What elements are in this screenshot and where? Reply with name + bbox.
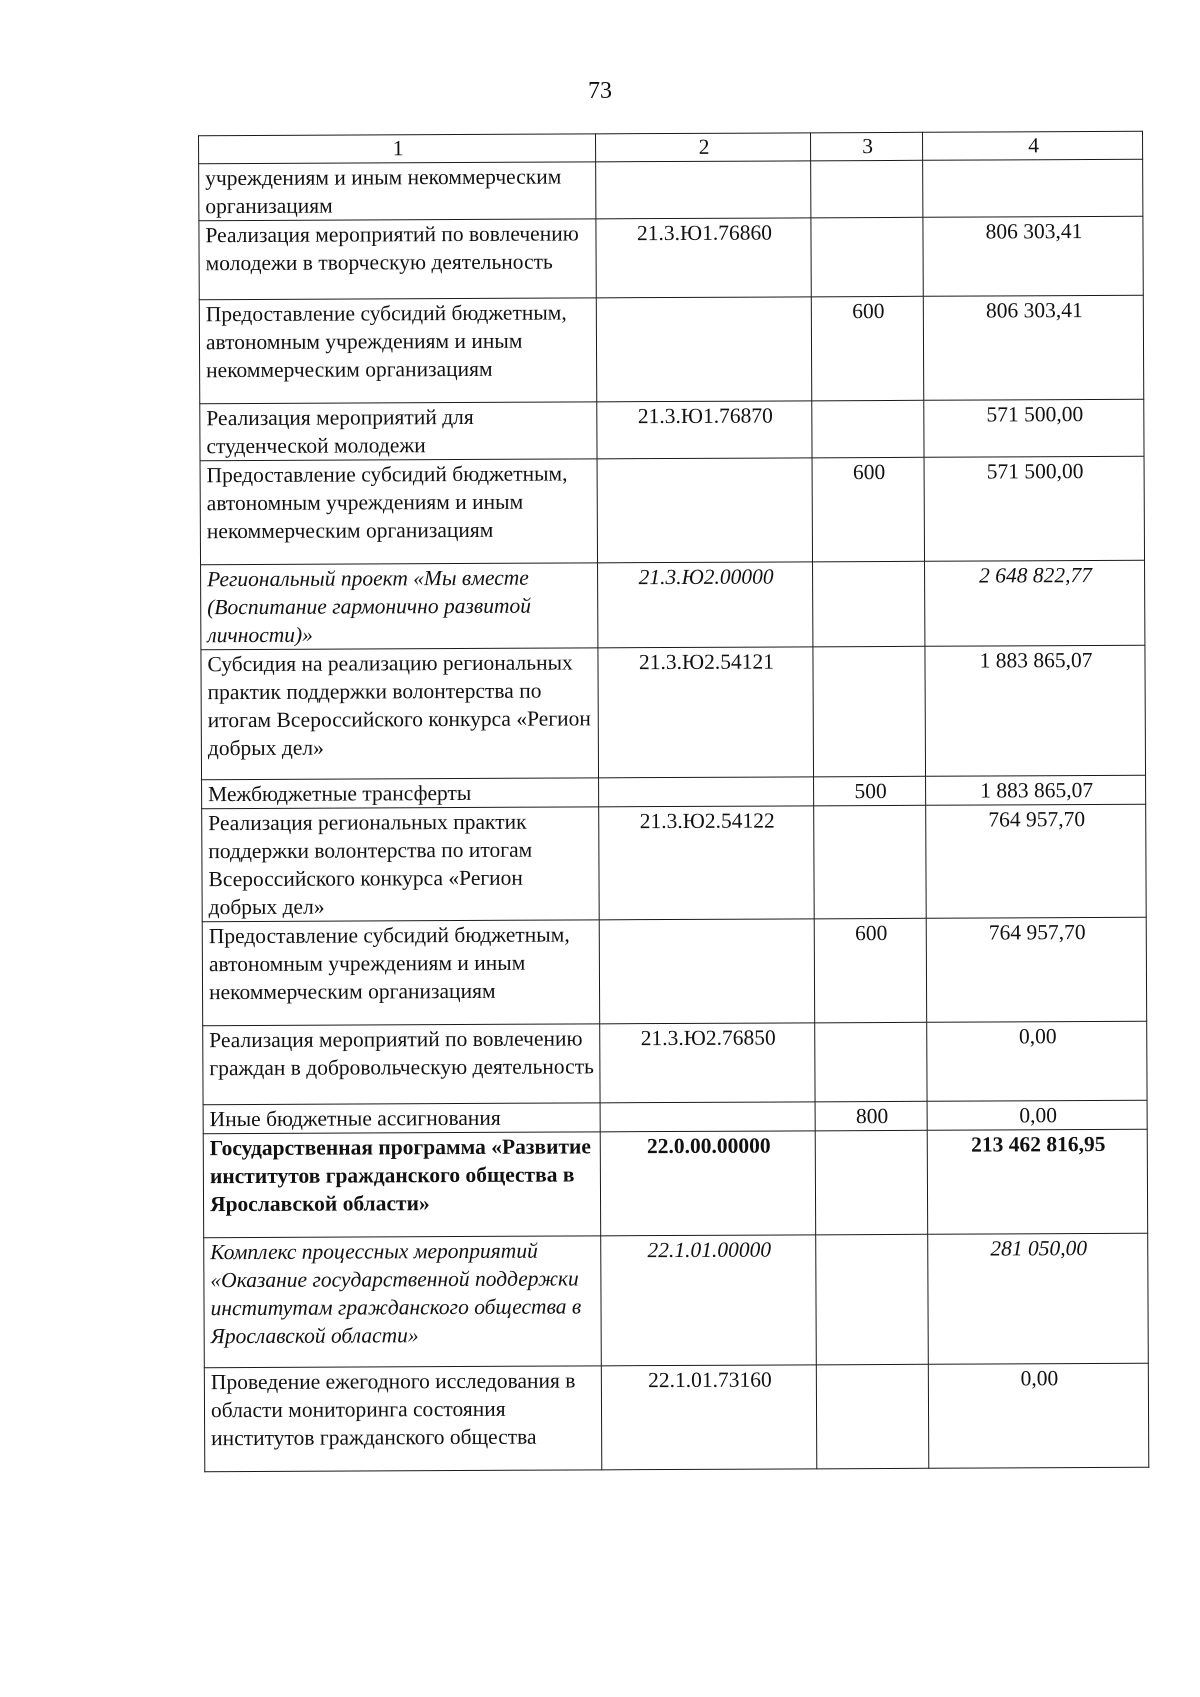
row-name: Предоставление субсидий бюджетным, автономным учреждениям и иным некоммерческим организациям	[202, 920, 599, 1026]
table-row	[203, 1021, 1147, 1104]
row-expense-type	[812, 400, 924, 458]
column-header-2: 2	[596, 133, 811, 162]
row-amount: 764 957,70	[926, 804, 1147, 918]
row-code: 21.3.Ю2.76850	[600, 1023, 815, 1103]
row-amount: 1 883 865,07	[926, 775, 1146, 805]
row-code: 22.1.01.73160	[601, 1365, 816, 1470]
row-expense-type: 600	[811, 296, 923, 401]
row-name: Межбюджетные трансферты	[202, 778, 599, 809]
table-row	[199, 295, 1143, 403]
row-expense-type: 800	[815, 1101, 927, 1131]
row-name: Субсидия на реализацию региональных практик поддержки волонтерства по итогам Всероссийского конкурса «Регион добрых дел»	[201, 648, 599, 780]
row-expense-type	[813, 561, 925, 647]
row-amount: 213 462 816,95	[927, 1129, 1147, 1234]
column-header-1: 1	[199, 134, 596, 164]
row-code	[596, 161, 811, 219]
row-expense-type	[816, 1364, 928, 1469]
row-name: Государственная программа «Развитие институтов гражданского общества в Ярославской области»	[203, 1132, 600, 1238]
row-amount: 0,00	[927, 1021, 1147, 1101]
row-code: 21.3.Ю2.54121	[598, 647, 814, 778]
budget-table	[198, 131, 1149, 1472]
row-amount: 806 303,41	[923, 216, 1143, 296]
table-row	[201, 560, 1145, 649]
row-name: Иные бюджетные ассигнования	[203, 1103, 600, 1134]
table-row	[202, 804, 1147, 921]
table-row	[199, 159, 1143, 220]
row-code	[596, 297, 811, 402]
row-code	[597, 458, 812, 563]
row-amount: 0,00	[928, 1363, 1148, 1468]
row-expense-type: 600	[814, 918, 926, 1023]
table-row	[201, 645, 1146, 779]
row-code: 21.3.Ю1.76860	[596, 218, 811, 298]
table-row	[200, 399, 1144, 460]
table-header-row	[199, 131, 1143, 163]
row-amount	[923, 159, 1143, 217]
table-row	[200, 456, 1144, 564]
table-row	[202, 775, 1146, 808]
row-amount: 281 050,00	[928, 1233, 1149, 1364]
row-code: 22.1.01.00000	[601, 1235, 817, 1366]
row-code: 21.3.Ю1.76870	[597, 401, 812, 459]
row-name: Реализация региональных практик поддержки волонтерства по итогам Всероссийского конкурса «Регион добрых дел»	[202, 807, 600, 922]
row-expense-type	[811, 217, 923, 297]
row-code	[599, 777, 814, 807]
column-header-3: 3	[811, 132, 923, 161]
row-code	[600, 1102, 815, 1132]
row-name: Реализация мероприятий по вовлечению граждан в добровольческую деятельность	[203, 1024, 600, 1105]
row-code	[599, 919, 814, 1024]
row-expense-type	[813, 646, 926, 777]
row-expense-type: 500	[814, 776, 926, 806]
row-expense-type	[815, 1130, 927, 1235]
table-row	[202, 917, 1146, 1025]
row-code: 21.3.Ю2.54122	[599, 806, 815, 920]
row-amount: 1 883 865,07	[925, 645, 1146, 776]
row-name: Проведение ежегодного исследования в области мониторинга состояния институтов гражданского общества	[204, 1366, 601, 1472]
row-name: учреждениям и иным некоммерческим организациям	[199, 162, 596, 221]
row-name: Реализация мероприятий по вовлечению молодежи в творческую деятельность	[199, 219, 596, 300]
row-amount: 2 648 822,77	[925, 560, 1145, 646]
row-name: Реализация мероприятий для студенческой молодежи	[200, 402, 597, 461]
row-expense-type	[816, 1234, 929, 1365]
row-amount: 806 303,41	[923, 295, 1143, 400]
row-name: Предоставление субсидий бюджетным, автономным учреждениям и иным некоммерческим организациям	[200, 459, 597, 565]
page-number: 73	[588, 78, 612, 104]
row-code: 21.3.Ю2.00000	[598, 562, 813, 648]
table-row	[203, 1100, 1147, 1133]
row-name: Комплекс процессных мероприятий «Оказание государственной поддержки институтам гражданского общества в Ярославской области»	[204, 1236, 602, 1368]
row-amount: 0,00	[927, 1100, 1147, 1130]
table-row	[203, 1129, 1147, 1237]
row-amount: 571 500,00	[924, 456, 1144, 561]
table-row	[204, 1363, 1148, 1471]
row-expense-type	[814, 805, 927, 919]
row-amount: 764 957,70	[926, 917, 1146, 1022]
row-name: Региональный проект «Мы вместе (Воспитание гармонично развитой личности)»	[201, 563, 598, 650]
table-row	[204, 1233, 1149, 1367]
row-expense-type	[815, 1022, 927, 1102]
row-amount: 571 500,00	[924, 399, 1144, 457]
row-code: 22.0.00.00000	[600, 1131, 815, 1236]
row-expense-type	[811, 160, 923, 218]
table-row	[199, 216, 1143, 299]
row-name: Предоставление субсидий бюджетным, автономным учреждениям и иным некоммерческим организациям	[199, 298, 596, 404]
row-expense-type: 600	[812, 457, 924, 562]
column-header-4: 4	[922, 131, 1142, 160]
